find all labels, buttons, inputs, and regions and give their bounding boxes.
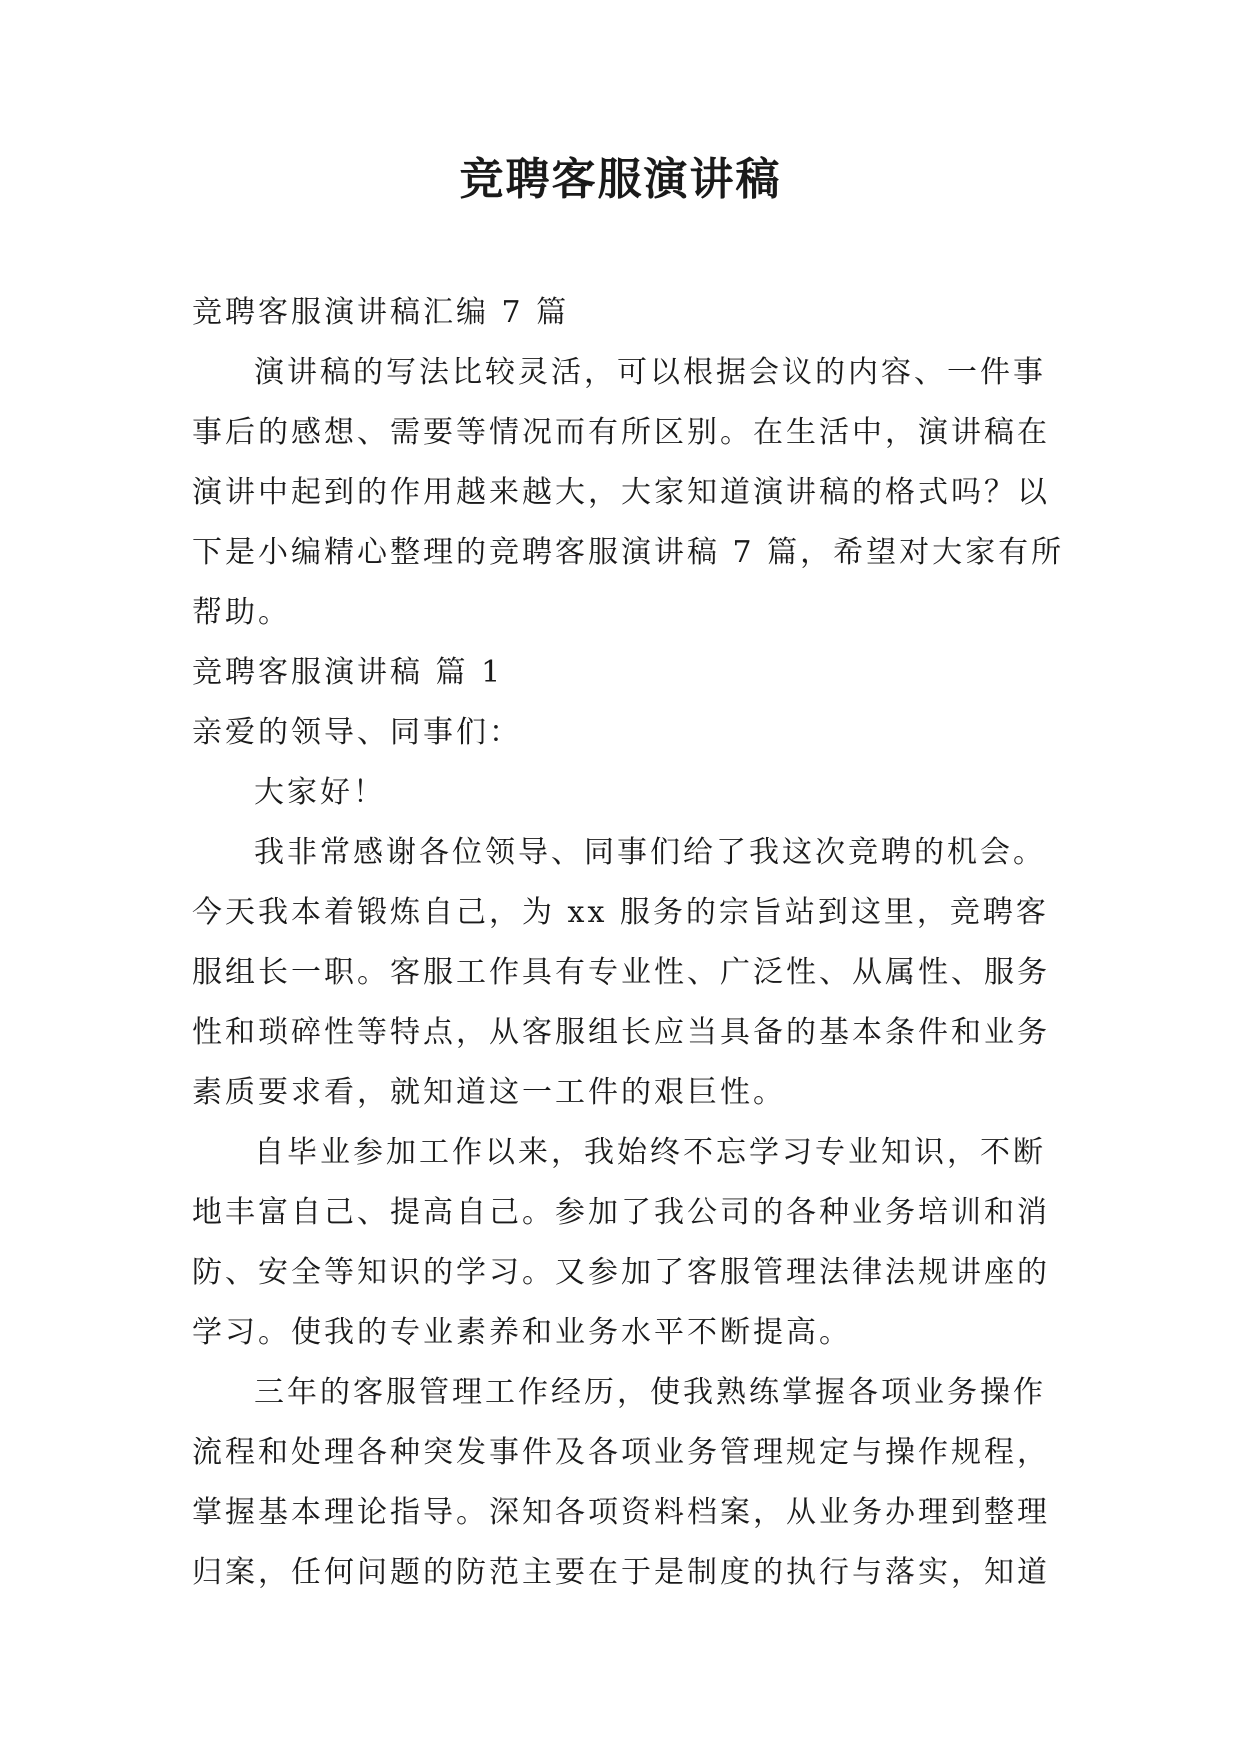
text-line: 帮助。 [192, 595, 291, 630]
document-title: 竞聘客服演讲稿 [459, 154, 782, 205]
text-line: 三年的客服管理工作经历，使我熟练掌握各项业务操作 [254, 1375, 1046, 1410]
text-line: 竞聘客服演讲稿汇编 7 篇 [192, 295, 570, 330]
text-line: 下是小编精心整理的竞聘客服演讲稿 7 篇，希望对大家有所 [192, 535, 1065, 570]
text-line: 大家好！ [254, 775, 386, 810]
text-line: 地丰富自己、提高自己。参加了我公司的各种业务培训和消 [192, 1195, 1050, 1230]
text-line: 素质要求看，就知道这一工件的艰巨性。 [192, 1075, 786, 1110]
text-line: 竞聘客服演讲稿 篇 1 [192, 655, 504, 690]
text-line: 性和琐碎性等特点，从客服组长应当具备的基本条件和业务 [192, 1015, 1050, 1050]
text-line: 我非常感谢各位领导、同事们给了我这次竞聘的机会。 [254, 835, 1046, 870]
text-line: 掌握基本理论指导。深知各项资料档案，从业务办理到整理 [192, 1495, 1050, 1530]
text-line: 防、安全等知识的学习。又参加了客服管理法律法规讲座的 [192, 1255, 1050, 1290]
text-line: 演讲稿的写法比较灵活，可以根据会议的内容、一件事 [254, 355, 1046, 390]
text-line: 演讲中起到的作用越来越大，大家知道演讲稿的格式吗？以 [192, 475, 1050, 510]
text-line: 服组长一职。客服工作具有专业性、广泛性、从属性、服务 [192, 955, 1050, 990]
text-line: 事后的感想、需要等情况而有所区别。在生活中，演讲稿在 [192, 415, 1050, 450]
text-line: 自毕业参加工作以来，我始终不忘学习专业知识，不断 [254, 1135, 1046, 1170]
text-line: 今天我本着锻炼自己，为 xx 服务的宗旨站到这里，竞聘客 [192, 895, 1049, 930]
document-body [192, 283, 1065, 1603]
text-line: 流程和处理各种突发事件及各项业务管理规定与操作规程， [192, 1435, 1050, 1470]
text-line: 归案，任何问题的防范主要在于是制度的执行与落实，知道 [192, 1555, 1050, 1590]
text-line: 亲爱的领导、同事们： [192, 715, 522, 750]
text-line: 学习。使我的专业素养和业务水平不断提高。 [192, 1315, 852, 1350]
